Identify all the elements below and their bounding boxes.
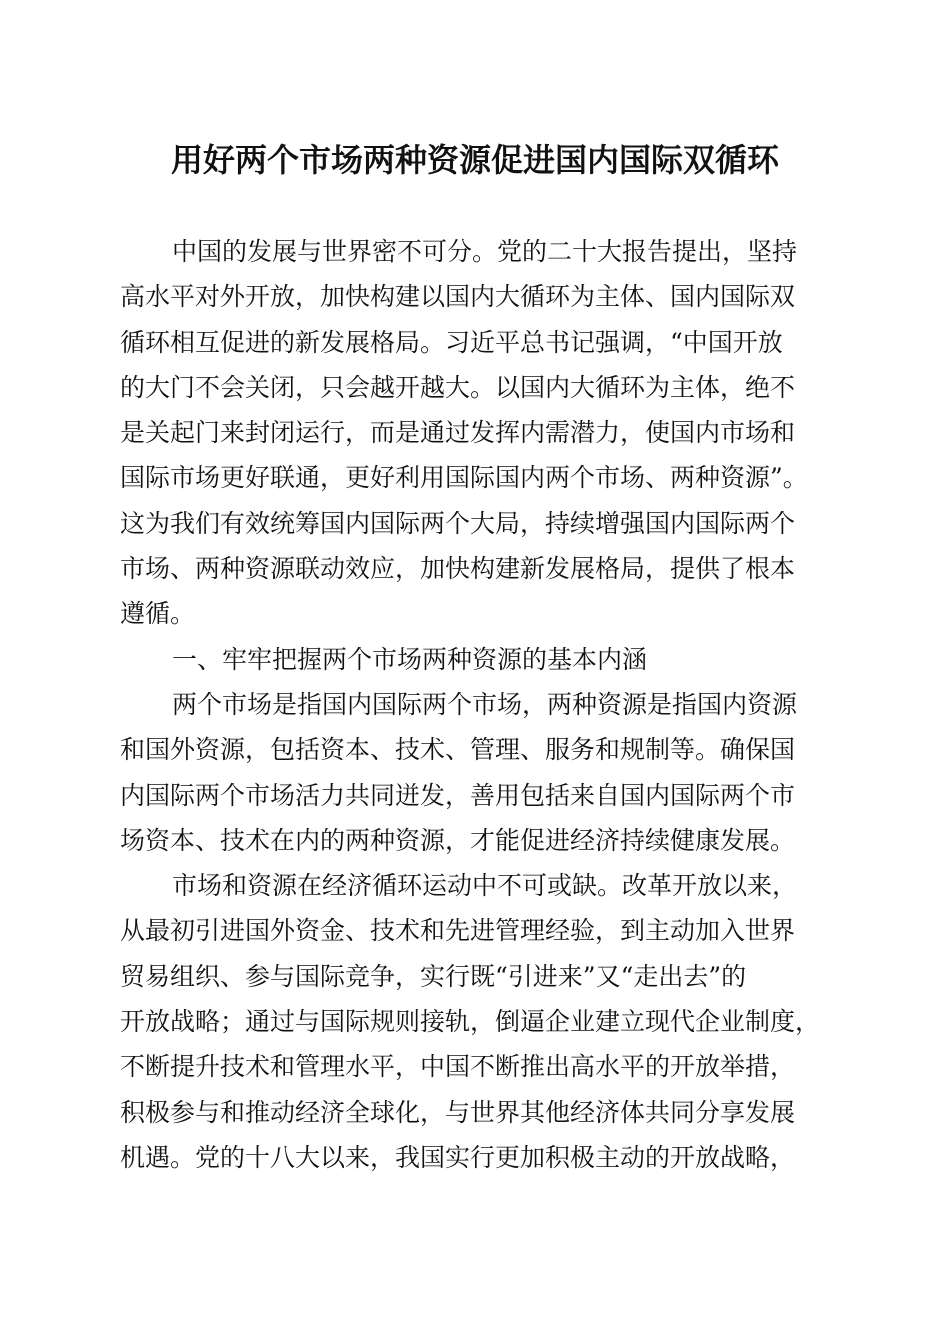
- document-body: [120, 229, 840, 1180]
- text-line: 中国的发展与世界密不可分。党的二十大报告提出，坚持: [172, 237, 798, 266]
- text-line: 从最初引进国外资金、技术和先进管理经验，到主动加入世界: [120, 916, 796, 946]
- text-line: 高水平对外开放，加快构建以国内大循环为主体、国内国际双: [120, 282, 796, 312]
- text-line: 和国外资源，包括资本、技术、管理、服务和规制等。确保国: [120, 735, 796, 765]
- text-line: 遵循。: [120, 599, 196, 629]
- paragraph: [120, 863, 840, 1180]
- text-line: 场资本、技术在内的两种资源，才能促进经济持续健康发展。: [120, 825, 796, 855]
- text-line: 市场、两种资源联动效应，加快构建新发展格局，提供了根本: [120, 554, 796, 584]
- paragraph: [120, 682, 840, 863]
- paragraph: [120, 229, 840, 637]
- text-line: 一、牢牢把握两个市场两种资源的基本内涵: [172, 644, 648, 674]
- document-title: 用好两个市场两种资源促进国内国际双循环: [170, 141, 779, 179]
- text-line: 市场和资源在经济循环运动中不可或缺。改革开放以来，: [172, 871, 798, 901]
- section-heading: [120, 637, 840, 682]
- text-line: 贸易组织、参与国际竞争，实行既“引进来”又“走出去”的: [120, 961, 747, 991]
- text-line: 这为我们有效统筹国内国际两个大局，持续增强国内国际两个: [120, 508, 796, 538]
- text-line: 国际市场更好联通，更好利用国际国内两个市场、两种资源”。: [120, 463, 808, 493]
- text-line: 两个市场是指国内国际两个市场，两种资源是指国内资源: [172, 689, 798, 719]
- text-line: 的大门不会关闭，只会越开越大。以国内大循环为主体，绝不: [120, 372, 796, 402]
- text-line: 机遇。党的十八大以来，我国实行更加积极主动的开放战略，: [120, 1142, 796, 1172]
- text-line: 积极参与和推动经济全球化，与世界其他经济体共同分享发展: [120, 1097, 796, 1127]
- text-line: 内国际两个市场活力共同迸发，善用包括来自国内国际两个市: [120, 780, 796, 810]
- text-line: 开放战略；通过与国际规则接轨，倒逼企业建立现代企业制度，: [120, 1007, 821, 1037]
- text-line: 循环相互促进的新发展格局。习近平总书记强调，“中国开放: [120, 327, 783, 357]
- text-line: 是关起门来封闭运行，而是通过发挥内需潜力，使国内市场和: [120, 418, 796, 448]
- text-line: 不断提升技术和管理水平，中国不断推出高水平的开放举措，: [120, 1052, 796, 1082]
